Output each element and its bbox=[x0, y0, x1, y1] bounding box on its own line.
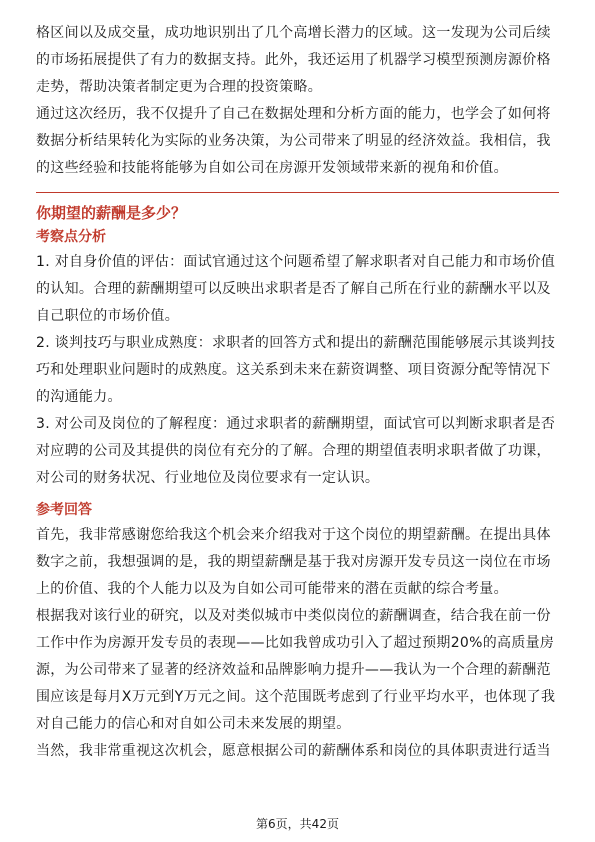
answer-paragraph-2: 根据我对该行业的研究，以及对类似城市中类似岗位的薪酬调查，结合我在前一份工作中作为房源开发专员的表现——比如我曾成功引入了超过预期20%的高质量房源，为公司带来了显著的经济效益和品牌影响力提升——我认为一个合理的薪酬范围应该是每月X万元到Y万元之间。这个范围既考虑到了行业平均水平，也体现了我对自己能力的信心和对自如公司未来发展的期望。 bbox=[36, 608, 556, 732]
section-divider bbox=[36, 192, 559, 193]
answer-paragraph-1: 首先，我非常感谢您给我这个机会来介绍我对于这个岗位的期望薪酬。在提出具体数字之前，我想强调的是，我的期望薪酬是基于我对房源开发专员这一岗位在市场上的价值、我的个人能力以及为自如公司可能带来的潜在贡献的综合考量。 bbox=[36, 527, 551, 597]
intro-paragraph-2: 通过这次经历，我不仅提升了自己在数据处理和分析方面的能力，也学会了如何将数据分析结果转化为实际的业务决策，为公司带来了明显的经济效益。我相信，我的这些经验和技能将能够为自如公司在房源开发领域带来新的视角和价值。 bbox=[36, 106, 551, 176]
analysis-point-2: 2. 谈判技巧与职业成熟度：求职者的回答方式和提出的薪酬范围能够展示其谈判技巧和处理职业问题时的成熟度。这关系到未来在薪资调整、项目资源分配等情况下的沟通能力。 bbox=[36, 335, 556, 405]
answer-heading: 参考回答 bbox=[36, 502, 92, 518]
question-title: 你期望的薪酬是多少？ bbox=[36, 204, 187, 222]
analysis-heading: 考察点分析 bbox=[36, 229, 106, 245]
analysis-point-3: 3. 对公司及岗位的了解程度：通过求职者的薪酬期望，面试官可以判断求职者是否对应聘的公司及其提供的岗位有充分的了解。合理的期望值表明求职者做了功课，对公司的财务状况、行业地位及岗位要求有一定认识。 bbox=[36, 416, 556, 486]
intro-paragraph-1: 格区间以及成交量，成功地识别出了几个高增长潜力的区域。这一发现为公司后续的市场拓展提供了有力的数据支持。此外，我还运用了机器学习模型预测房源价格走势，帮助决策者制定更为合理的投资策略。 bbox=[36, 25, 551, 95]
page-number: 第6页，共42页 bbox=[256, 817, 339, 831]
analysis-point-1: 1. 对自身价值的评估：面试官通过这个问题希望了解求职者对自己能力和市场价值的认知。合理的薪酬期望可以反映出求职者是否了解自己所在行业的薪酬水平以及自己职位的市场价值。 bbox=[36, 254, 556, 324]
document-page bbox=[36, 20, 559, 765]
answer-paragraph-3: 当然，我非常重视这次机会，愿意根据公司的薪酬体系和岗位的具体职责进行适当 bbox=[36, 743, 551, 759]
